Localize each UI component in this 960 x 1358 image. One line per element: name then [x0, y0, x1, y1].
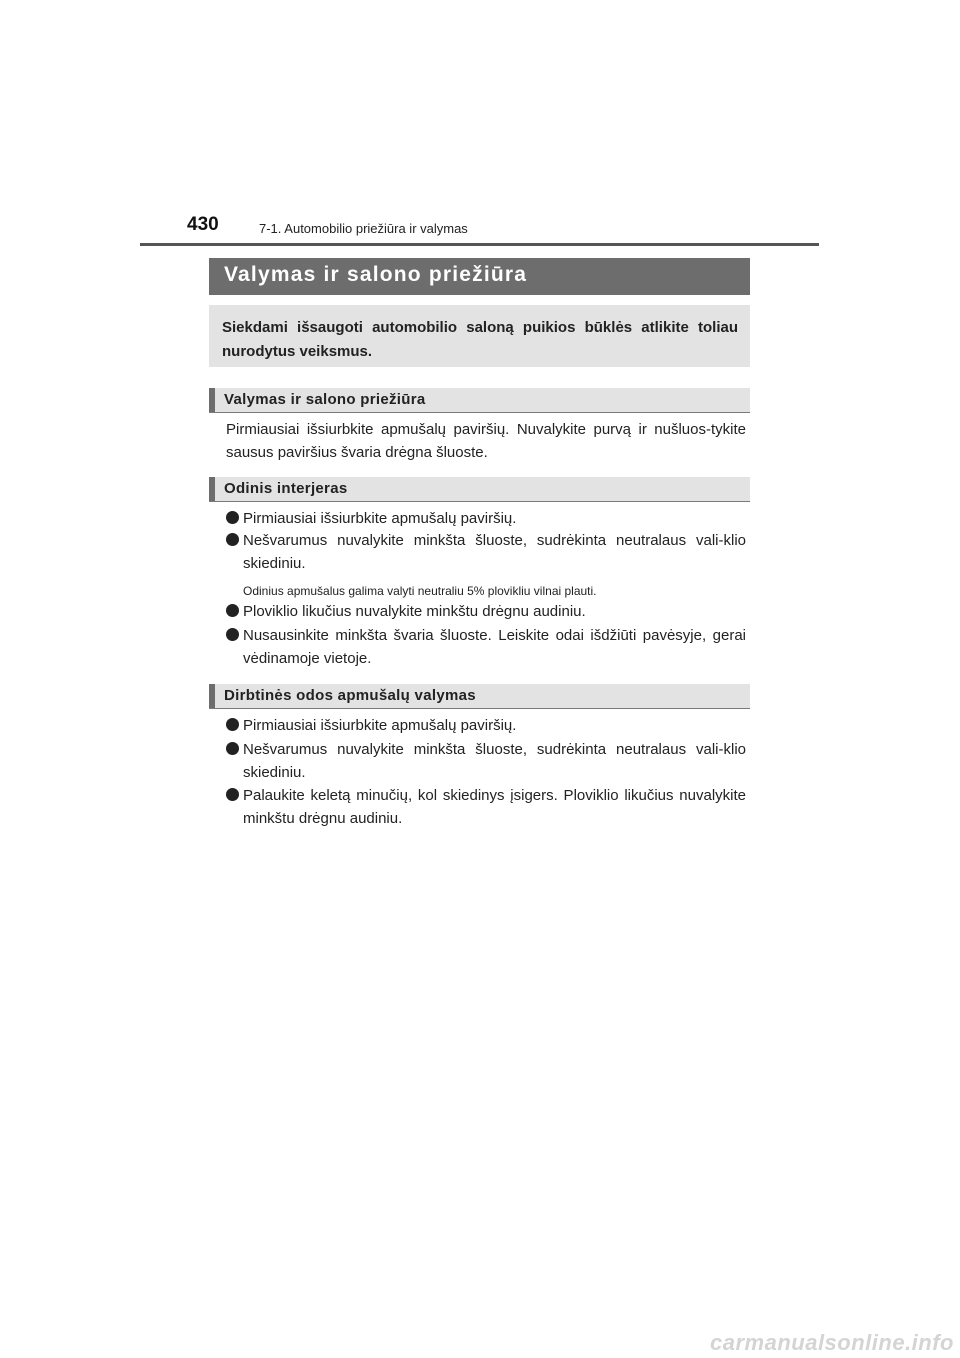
list-item-text: Ploviklio likučius nuvalykite minkštu drėgnu audiniu. [243, 603, 586, 620]
watermark: carmanualsonline.info [710, 1330, 954, 1355]
bullet-icon [226, 718, 239, 731]
subheading-synthetic-leather [209, 684, 750, 709]
list-item-text: Nusausinkite minkšta švaria šluoste. Leiskite odai išdžiūti pavėsyje, gerai vėdinamoje vietoje. [243, 627, 746, 667]
subheading-leather [209, 477, 750, 502]
subheading-cleaning [209, 388, 750, 413]
page-header [187, 214, 827, 244]
bullet-icon [226, 604, 239, 617]
subheading-label: Valymas ir salono priežiūra [224, 391, 426, 408]
list-item [226, 624, 746, 670]
list-item-text: Nešvarumus nuvalykite minkšta šluoste, sudrėkinta neutralaus vali-klio skiediniu. [243, 741, 746, 781]
list-item-text: Nešvarumus nuvalykite minkšta šluoste, sudrėkinta neutralaus vali-klio skiediniu. [243, 532, 746, 572]
cleaning-paragraph: Pirmiausiai išsiurbkite apmušalų paviršių. Nuvalykite purvą ir nušluos-tykite sausus paviršius švaria drėgna šluoste. [226, 421, 746, 461]
section-title-bar [209, 258, 750, 295]
subheading-label: Odinis interjeras [224, 480, 348, 497]
list-item-text: Pirmiausiai išsiurbkite apmušalų paviršių. [243, 510, 517, 527]
intro-text: Siekdami išsaugoti automobilio saloną puikios būklės atlikite toliau nurodytus veiksmus. [222, 319, 738, 360]
list-item [226, 600, 746, 623]
intro-box [209, 305, 750, 367]
subheading-label: Dirbtinės odos apmušalų valymas [224, 687, 476, 704]
bullet-icon [226, 628, 239, 641]
bullet-icon [226, 533, 239, 546]
list-item-text: Palaukite keletą minučių, kol skiedinys įsigers. Ploviklio likučius nuvalykite minkštu drėgnu audiniu. [243, 787, 746, 827]
chapter-title: 7-1. Automobilio priežiūra ir valymas [259, 221, 468, 236]
header-divider [140, 243, 819, 246]
list-item [226, 529, 746, 575]
list-item-text: Pirmiausiai išsiurbkite apmušalų paviršių. [243, 717, 517, 734]
list-item [226, 784, 746, 830]
list-item [226, 714, 746, 737]
list-item [226, 738, 746, 784]
bullet-icon [226, 511, 239, 524]
note-text: Odinius apmušalus galima valyti neutraliu 5% plovikliu vilnai plauti. [243, 584, 597, 598]
bullet-icon [226, 788, 239, 801]
bullet-icon [226, 742, 239, 755]
list-item [226, 507, 746, 530]
page-number: 430 [187, 214, 219, 235]
section-title: Valymas ir salono priežiūra [224, 263, 528, 286]
